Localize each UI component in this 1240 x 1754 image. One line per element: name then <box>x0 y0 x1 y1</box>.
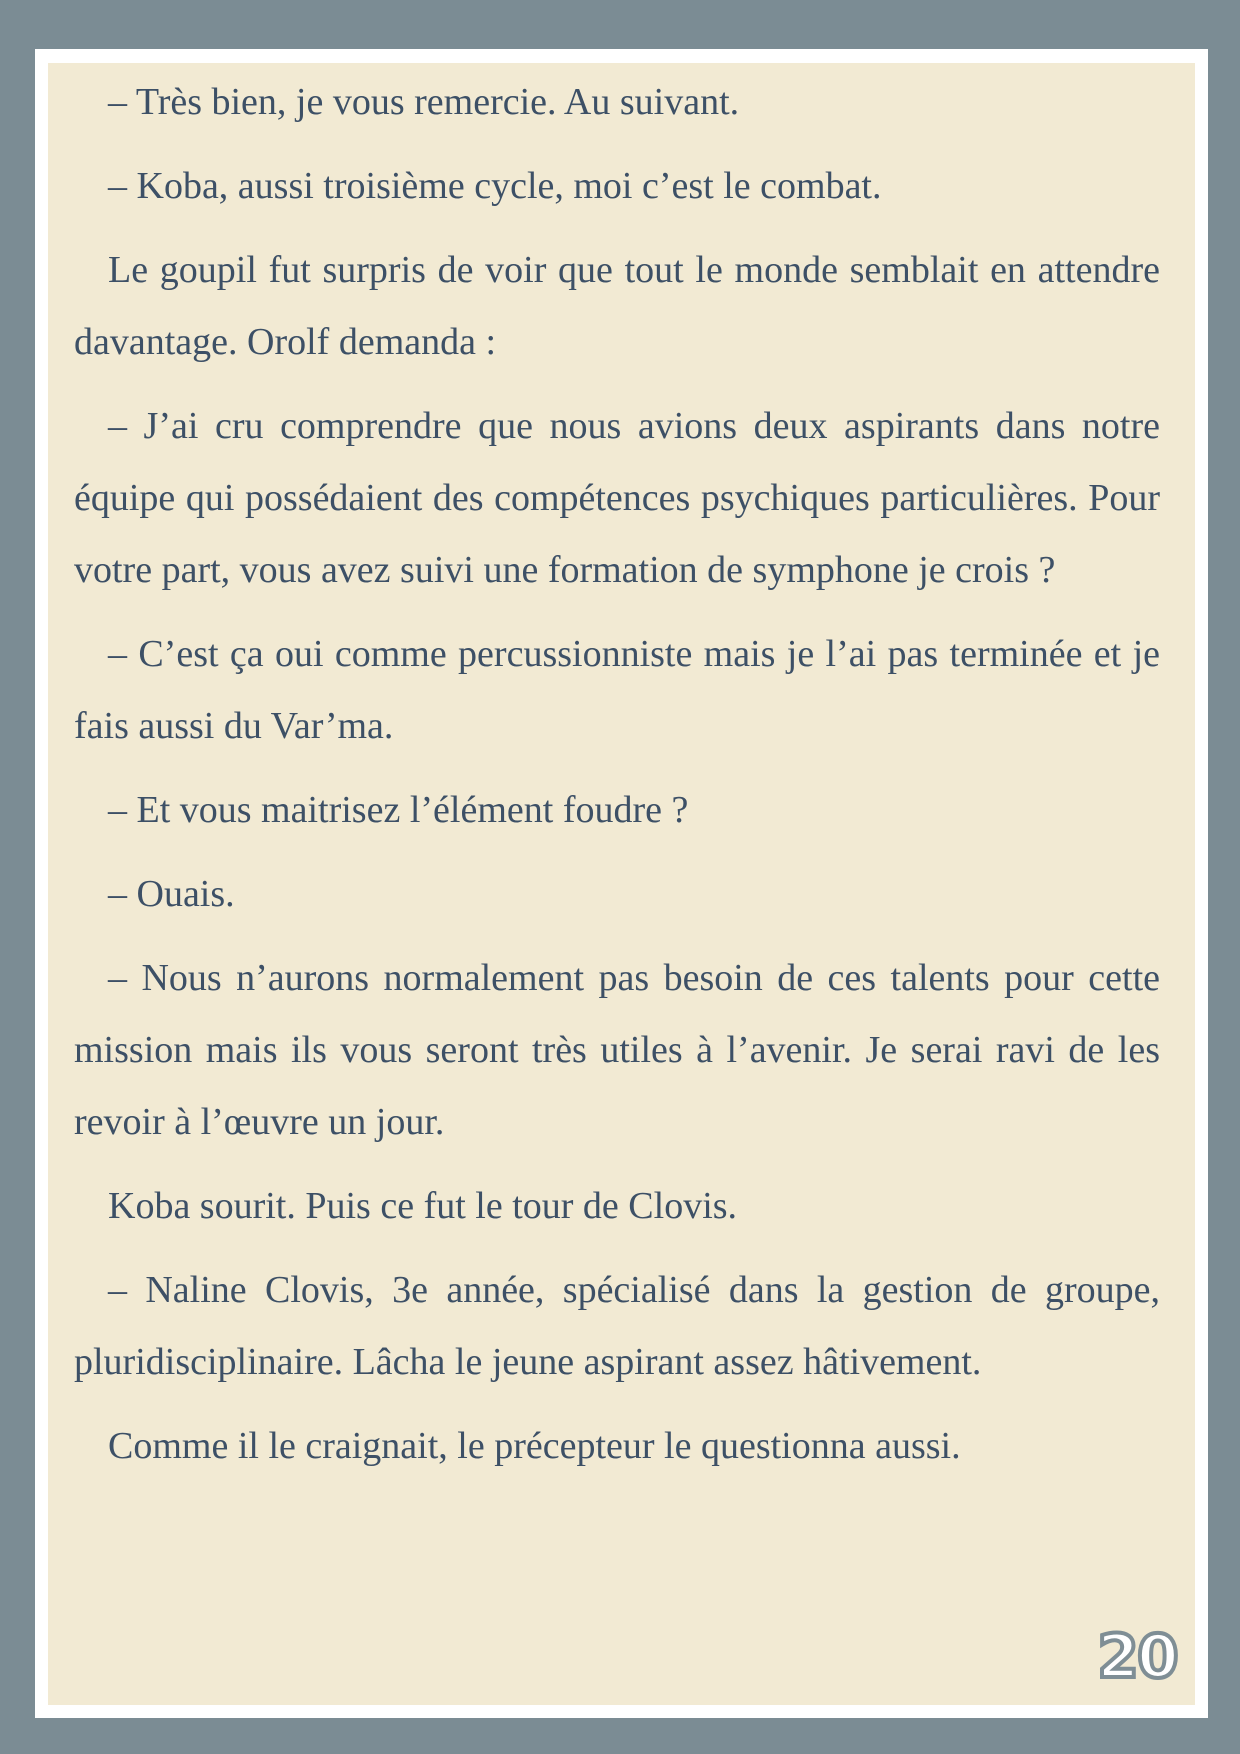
paragraph: – Koba, aussi troisième cycle, moi c’est le combat. <box>108 165 882 207</box>
paragraph-last: Comme il le craignait, le précepteur le questionna aussi. <box>108 1425 961 1467</box>
paragraph: Le goupil fut surpris de voir que tout le monde semblait en attendre davantage. Orolf demanda : <box>74 249 1160 363</box>
paragraph: – Naline Clovis, 3e année, spécialisé dans la gestion de groupe, pluridisciplinaire. Lâcha le jeune aspirant assez hâtivement. <box>74 1269 1160 1383</box>
page-number: 20 <box>1097 1622 1177 1692</box>
paragraph: – J’ai cru comprendre que nous avions deux aspirants dans notre équipe qui possédaient des compétences psychiques particulières. Pour votre part, vous avez suivi une formation de symphone je crois ? <box>74 405 1160 591</box>
paragraph: Koba sourit. Puis ce fut le tour de Clovis. <box>108 1185 738 1227</box>
paragraph: – Nous n’aurons normalement pas besoin de ces talents pour cette mission mais ils vous seront très utiles à l’avenir. Je serai ravi de les revoir à l’œuvre un jour. <box>74 957 1160 1143</box>
paragraph: – Très bien, je vous remercie. Au suivant. <box>108 81 740 123</box>
paragraph: – Ouais. <box>108 873 235 915</box>
book-text <box>74 66 1160 1494</box>
paragraph: – C’est ça oui comme percussionniste mais je l’ai pas terminée et je fais aussi du Var’ma. <box>74 633 1160 747</box>
paragraph: – Et vous maitrisez l’élément foudre ? <box>108 789 689 831</box>
